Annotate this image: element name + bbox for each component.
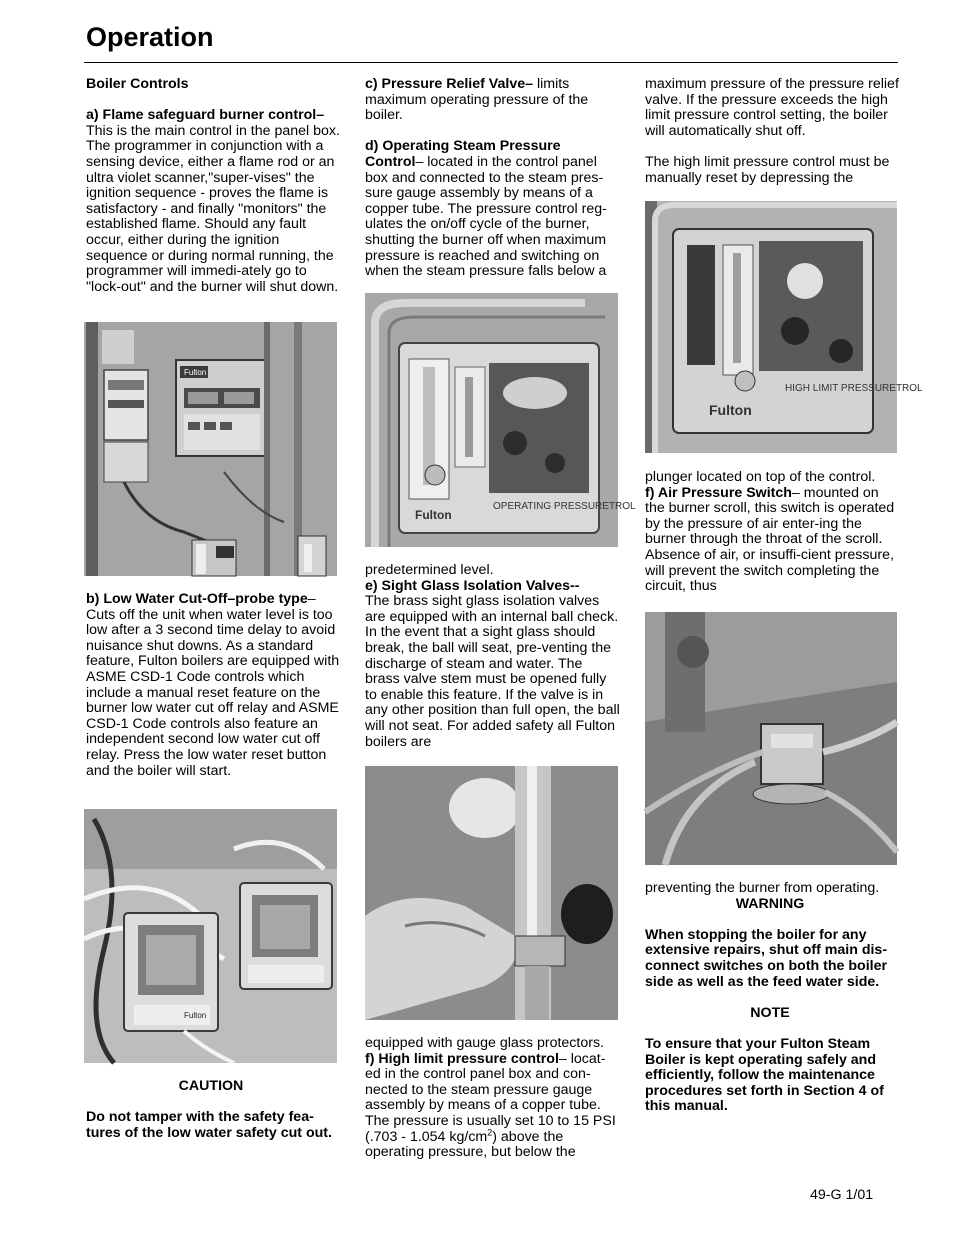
- item-e-cont: equipped with gauge glass protectors.: [365, 1035, 604, 1051]
- item-d-heading: d) Operating Steam Pressure Control: [365, 138, 561, 170]
- photo-low-water-relays: [84, 809, 337, 1063]
- item-a: [86, 108, 340, 295]
- item-b-heading: b) Low Water Cut-Off–probe type: [86, 591, 308, 607]
- item-b: [86, 592, 340, 779]
- warning-text: When stopping the boiler for any extensive repairs, shut off main dis-connect switches on both the boiler side as well as the feed water side.: [645, 926, 888, 990]
- superscript-2: 2: [487, 1126, 493, 1137]
- col2-mid: [365, 563, 621, 750]
- item-e-text: The brass sight glass isolation valves are equipped with an internal ball check. In the event that a sight glass should break, the ball will seat, pre-venting the discharge of steam and water. The brass valve stem must be opened fully to enable this feature. If the valve is in any other position than full open, the ball will not seat. For added safety all Fulton boilers are: [365, 593, 620, 750]
- item-f-high-text: – locat-ed in the control panel box and con-nected to the steam pressure gauge assembly by means of a copper tube. The pressure is usually set 10 to 15 PSI (.703 - 1.054 kg/cm: [365, 1050, 616, 1145]
- photo-operating-pressuretrol: [365, 293, 636, 547]
- item-c-text: limits maximum operating pressure of the boiler.: [365, 76, 589, 124]
- item-c-heading: c) Pressure Relief Valve–: [365, 76, 533, 92]
- col3-top-text: maximum pressure of the pressure relief valve. If the pressure exceeds the high limit pressure control setting, the boiler will automatically shut off.: [645, 76, 899, 139]
- col3-mid: [645, 470, 901, 595]
- item-f-high-heading: f) High limit pressure control: [365, 1050, 559, 1067]
- col3-reset-text: The high limit pressure control must be manually reset by depressing the: [645, 153, 890, 186]
- item-a-text: This is the main control in the panel box. The programmer in conjunction with a sensing device, either a flame rod or an ultra violet scanner,"super-vises" the ignition sequence - proves the flame is satisfactory - and finally "monitors" the established flame. Should any fault occur, either during the ignition sequence or during normal running, the programmer will immedi-ately go to "lock-out" and the burner will shut down.: [86, 122, 340, 295]
- photo-air-pressure-switch: [645, 612, 897, 865]
- item-f-air: [645, 486, 901, 595]
- photo-high-limit-pressuretrol: [645, 201, 923, 453]
- col2-top: [365, 77, 621, 280]
- relay-brand-text: Fulton: [184, 1011, 207, 1020]
- item-f-high-text-2: ) above the operating pressure, but below the: [365, 1128, 576, 1161]
- operating-label-text: OPERATING PRESSURETROL: [493, 501, 636, 512]
- caution-text: Do not tamper with the safety fea-tures of the low water safety cut out.: [86, 1109, 332, 1141]
- highlimit-label-text: HIGH LIMIT PRESSURETROL: [785, 383, 923, 394]
- item-c: [365, 77, 621, 124]
- col3-top: [645, 77, 901, 186]
- item-e-heading: e) Sight Glass Isolation Valves--: [365, 577, 580, 594]
- item-d-text: – located in the control panel box and connected to the steam pres-sure gauge assembly by means of a copper tube. The pressure control reg-ulates the on/off cycle of the burner, shutting the burner off when maximum pressure is reached and switching on when the steam pressure falls below a: [365, 153, 607, 280]
- item-d-cont: predetermined level.: [365, 562, 494, 578]
- item-e: [365, 579, 621, 751]
- col1-intro: [86, 77, 340, 295]
- note-text: To ensure that your Fulton Steam Boiler is kept operating safely and efficiently, follow the maintenance procedures set forth in Section 4 of this manual.: [645, 1035, 884, 1115]
- operating-brand-text: Fulton: [415, 508, 452, 522]
- section-heading: Boiler Controls: [86, 76, 189, 92]
- item-b-text: Cuts off the unit when water level is too low after a 3 second time delay to avoid nuisance shut downs. As a standard feature, Fulton boilers are equipped with ASME CSD-1 Code controls which include a manual reset feature on the burner low water cut off relay and ASME CSD-1 Code controls also feature an independent second low water cut off relay. Press the low water reset button and the boiler will start.: [86, 606, 340, 779]
- item-f-high: [365, 1052, 621, 1161]
- photo-control-panel: [84, 322, 337, 576]
- item-f-air-text: – mounted on the burner scroll, this switch is operated by the pressure of air enter-ing the burner through the throat of the scroll. Absence of air, or insuffi-cient pressure, will prevent the switch completing the circuit, thus: [645, 484, 895, 595]
- item-f-air-heading: f) Air Pressure Switch: [645, 484, 792, 501]
- col3-plunger-text: plunger located on top of the control.: [645, 469, 876, 485]
- page-title: Operation: [86, 22, 214, 52]
- col3-bottom: [645, 881, 901, 1115]
- panel-brand-text: Fulton: [184, 368, 207, 377]
- item-a-heading: a) Flame safeguard burner control–: [86, 107, 325, 124]
- item-b-dash: –: [307, 591, 316, 607]
- highlimit-brand-text: Fulton: [709, 402, 752, 418]
- item-d: [365, 139, 621, 279]
- photo-sight-glass-valve: [365, 766, 618, 1020]
- warning-heading: WARNING: [735, 895, 805, 912]
- page-footer: 49-G 1/01: [810, 1187, 874, 1203]
- note-heading: NOTE: [750, 1004, 790, 1021]
- col3-prevent-text: preventing the burner from operating.: [645, 880, 880, 896]
- title-rule: [84, 62, 898, 63]
- col2-bottom: [365, 1036, 621, 1161]
- caution-heading: CAUTION: [178, 1078, 244, 1094]
